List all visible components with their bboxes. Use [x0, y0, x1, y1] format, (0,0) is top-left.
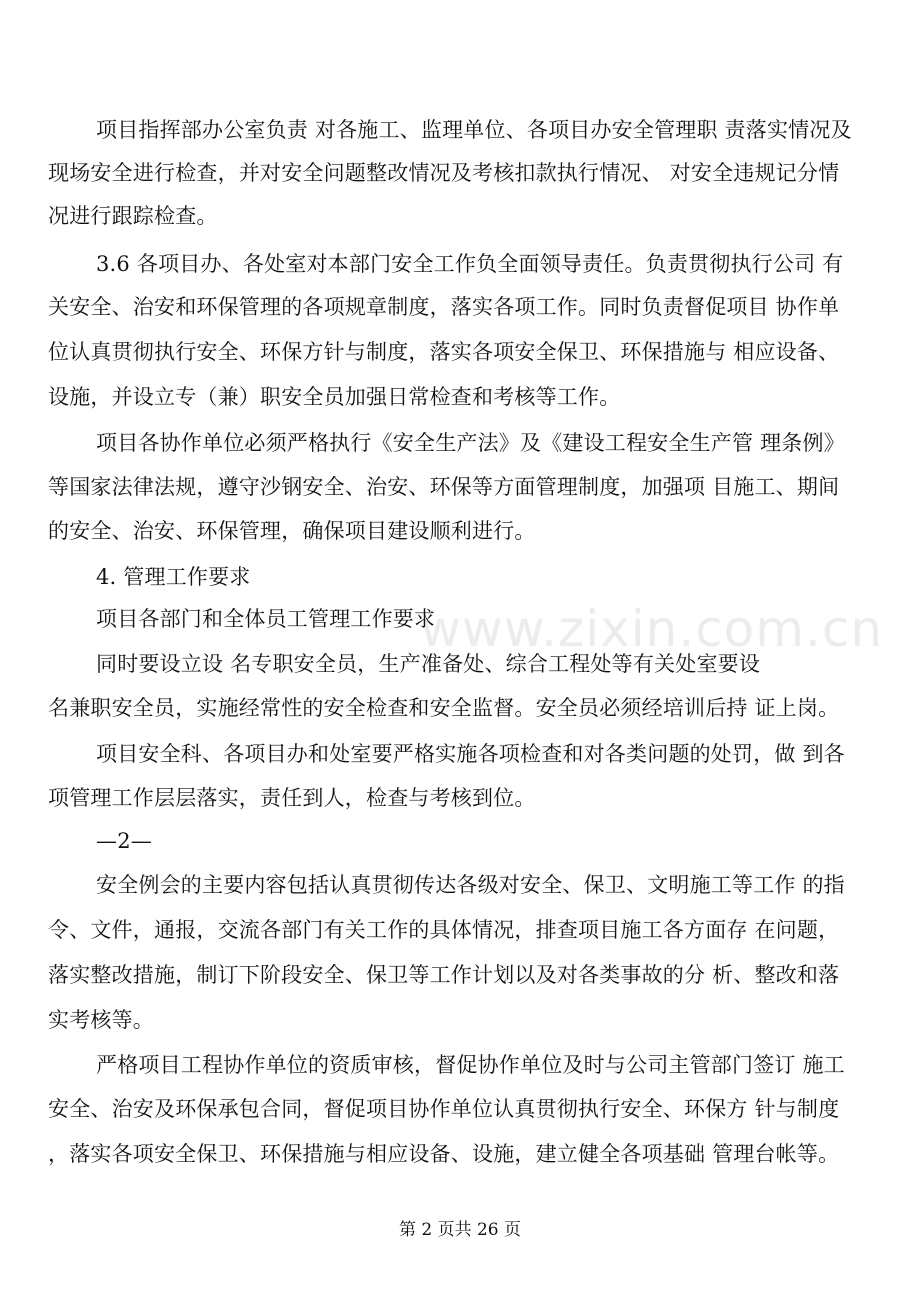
- watermark: www.zixin.com.cn: [420, 600, 884, 658]
- subsection-heading: 项目各部门和全体员工管理工作要求: [96, 607, 436, 631]
- paragraph-line: 项目各协作单位必须严格执行《安全生产法》及《建设工程安全生产管 理条例》: [96, 431, 845, 455]
- paragraph-line: 严格项目工程协作单位的资质审核，督促协作单位及时与公司主管部门签订 施工: [96, 1053, 845, 1077]
- page-footer: 第 2 页共 26 页: [398, 1220, 522, 1240]
- paragraph-line: 位认真贯彻执行安全、环保方针与制度，落实各项安全保卫、环保措施与 相应设备、: [48, 340, 840, 364]
- inline-page-marker: —2—: [96, 829, 152, 853]
- paragraph-line: ，落实各项安全保卫、环保措施与相应设备、设施，建立健全各项基础 管理台帐等。: [48, 1142, 840, 1166]
- paragraph-line: 设施，并设立专（兼）职安全员加强日常检查和考核等工作。: [48, 385, 621, 409]
- paragraph-line: 现场安全进行检查，并对安全问题整改情况及考核扣款执行情况、 对安全违规记分情: [48, 161, 840, 185]
- paragraph-line: 安全例会的主要内容包括认真贯彻传达各级对安全、保卫、文明施工等工作 的指: [96, 873, 845, 897]
- paragraph-line: 令、文件，通报，交流各部门有关工作的具体情况，排查项目施工各方面存 在问题，: [48, 918, 840, 942]
- paragraph-line: 3.6 各项目办、各处室对本部门安全工作负全面领导责任。负责贯彻执行公司 有: [96, 252, 844, 276]
- paragraph-line: 同时要设立设 名专职安全员，生产准备处、综合工程处等有关处室要设: [96, 652, 761, 676]
- paragraph-line: 安全、治安及环保承包合同，督促项目协作单位认真贯彻执行安全、环保方 针与制度: [48, 1097, 840, 1121]
- paragraph-line: 落实整改措施，制订下阶段安全、保卫等工作计划以及对各类事故的分 析、整改和落: [48, 963, 840, 987]
- paragraph-line: 实考核等。: [48, 1008, 154, 1032]
- paragraph-line: 项管理工作层层落实，责任到人，检查与考核到位。: [48, 786, 536, 810]
- paragraph-line: 项目指挥部办公室负责 对各施工、监理单位、各项目办安全管理职 责落实情况及: [96, 118, 852, 142]
- paragraph-line: 等国家法律法规，遵守沙钢安全、治安、环保等方面管理制度，加强项 目施工、期间: [48, 475, 840, 499]
- paragraph-line: 的安全、治安、环保管理，确保项目建设顺利进行。: [48, 519, 536, 543]
- paragraph-line: 名兼职安全员，实施经常性的安全检查和安全监督。安全员必须经培训后持 证上岗。: [48, 696, 840, 720]
- paragraph-line: 项目安全科、各项目办和处室要严格实施各项检查和对各类问题的处罚，做 到各: [96, 742, 845, 766]
- section-heading: 4. 管理工作要求: [96, 565, 251, 589]
- paragraph-line: 况进行跟踪检查。: [48, 204, 218, 228]
- paragraph-line: 关安全、治安和环保管理的各项规章制度，落实各项工作。同时负责督促项目 协作单: [48, 295, 840, 319]
